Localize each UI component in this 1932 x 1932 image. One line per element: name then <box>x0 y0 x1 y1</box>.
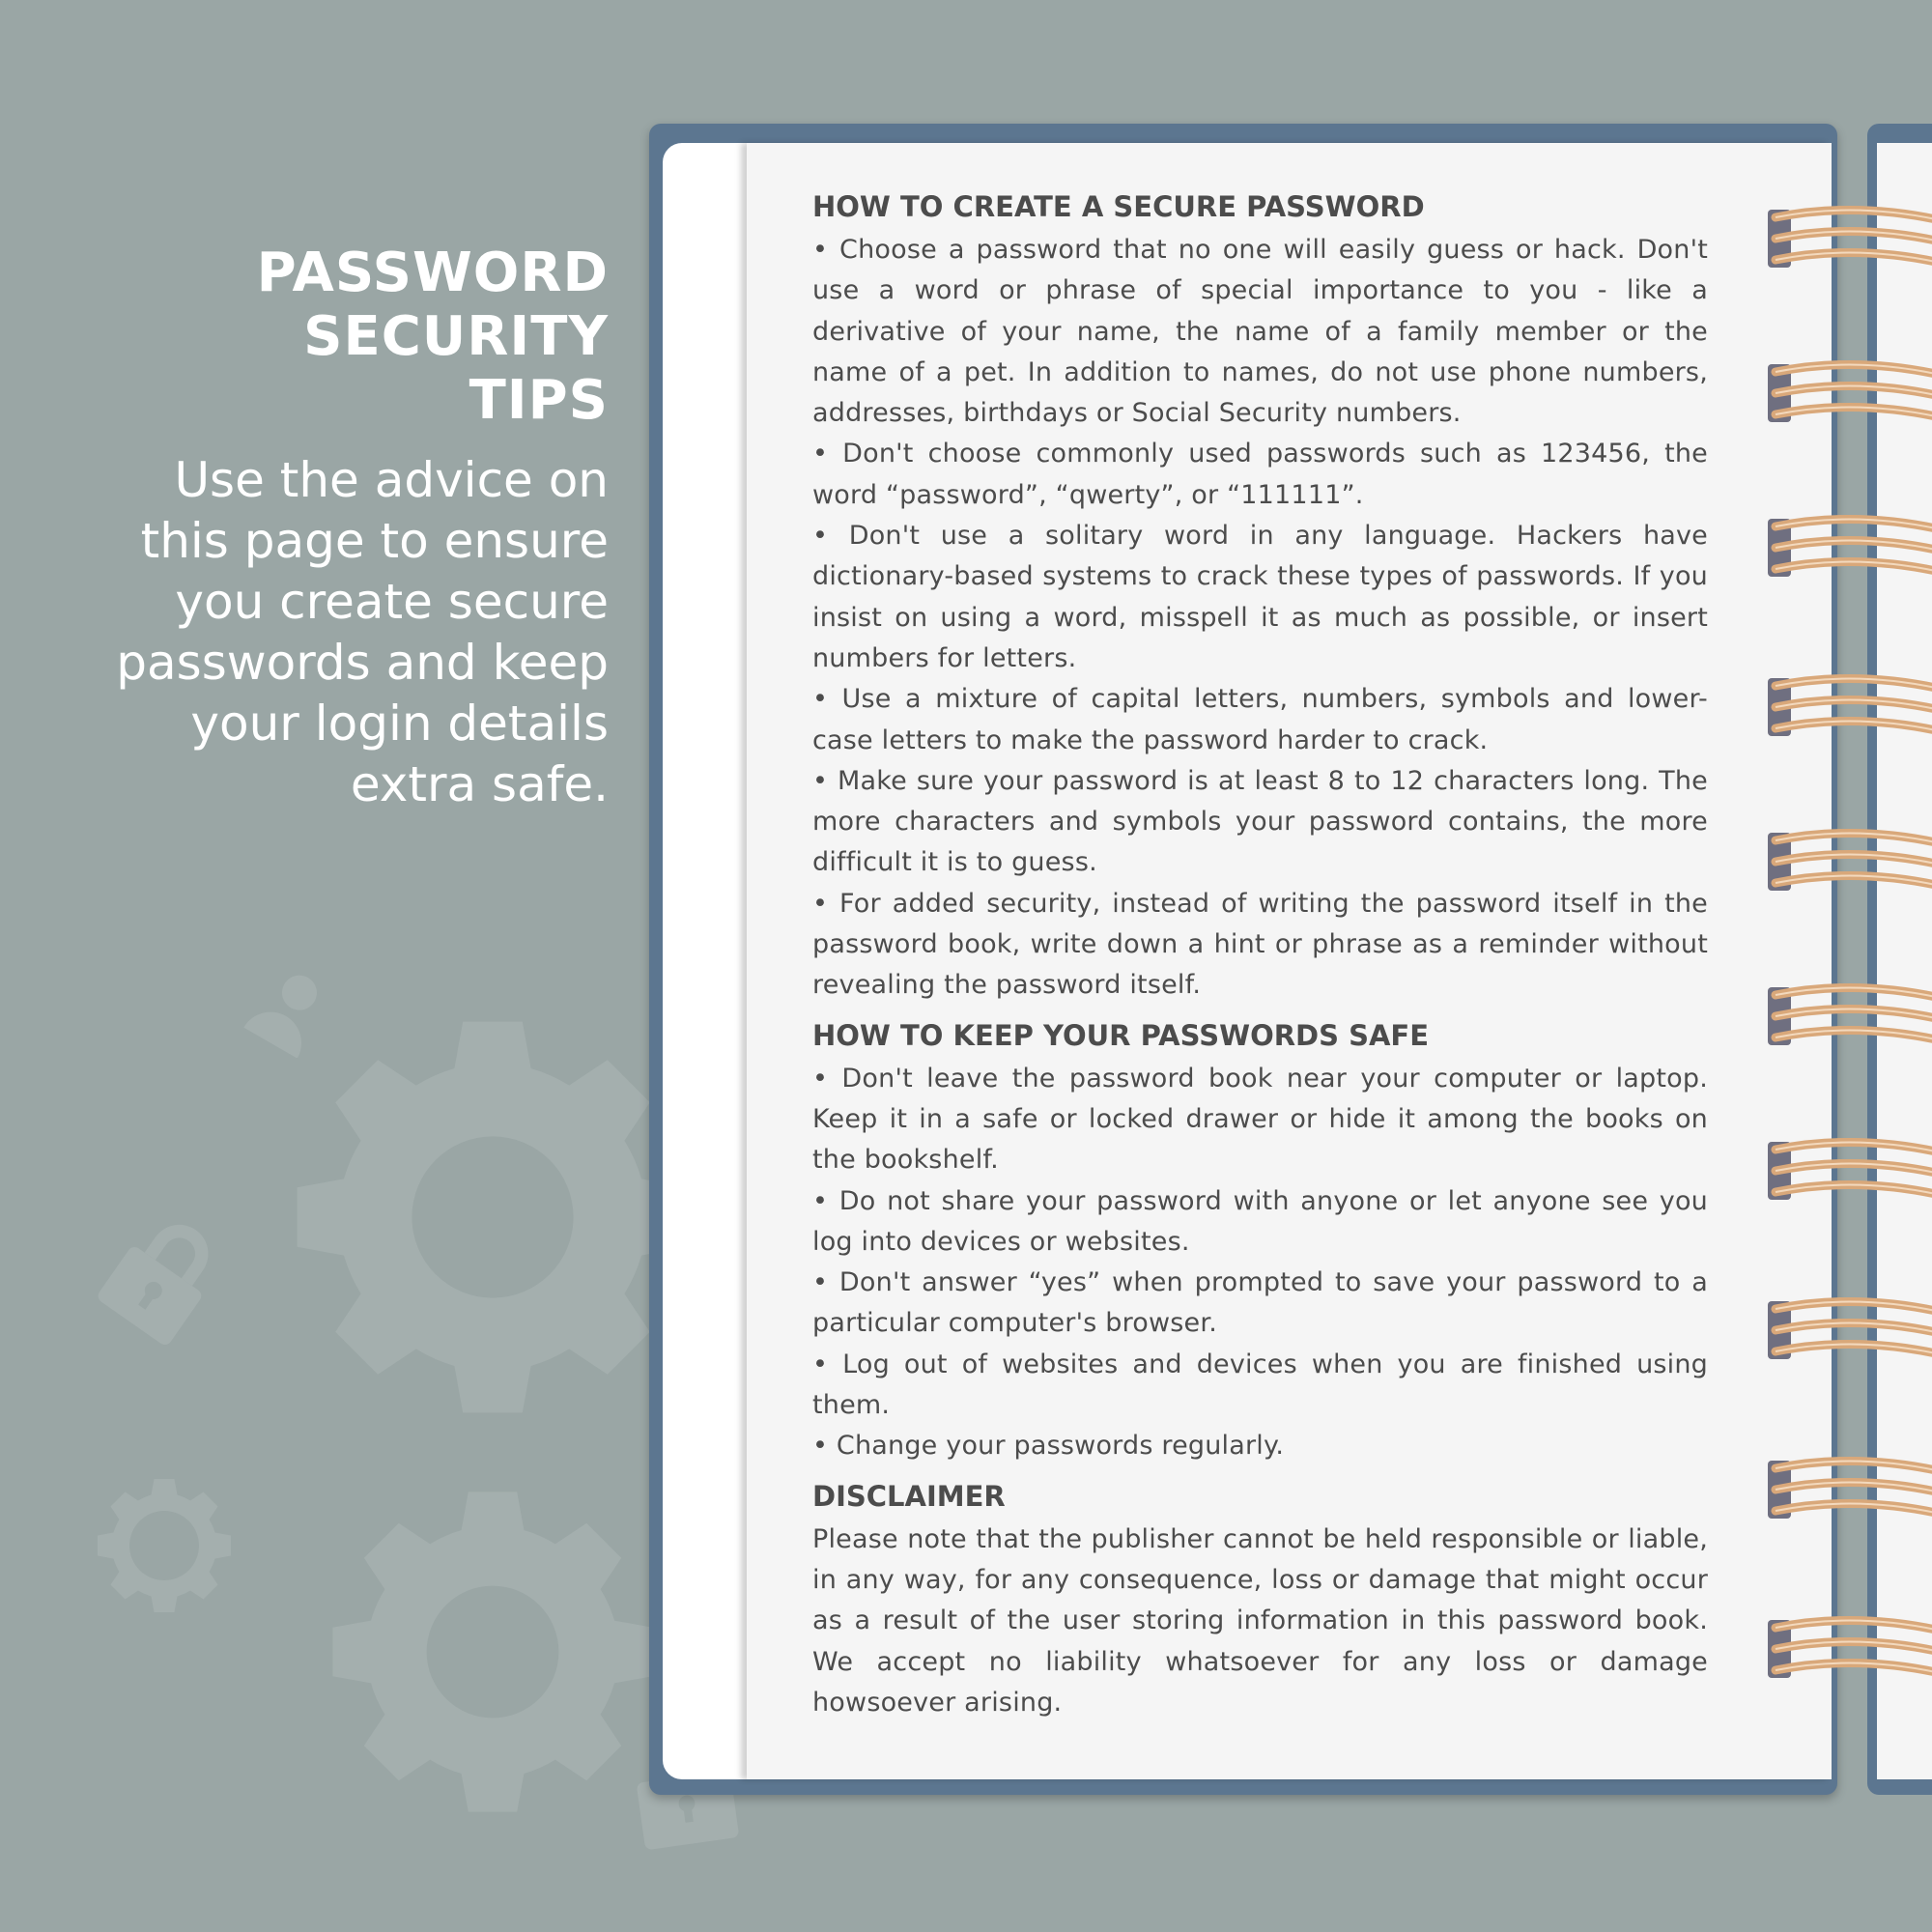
tip-paragraph: • Don't use a solitary word in any language. Hackers have dictionary-based systems to crack these types of passwords. If you insist on using a word, misspell it as much as possible, or insert numbers for letters. <box>812 521 1708 673</box>
spiral-ring <box>1766 667 1932 753</box>
spiral-ring <box>1766 1608 1932 1695</box>
intro-panel <box>39 242 609 815</box>
spiral-ring <box>1766 353 1932 440</box>
spiral-ring <box>1766 1449 1932 1536</box>
medium-gear-icon <box>319 1478 667 1826</box>
spiral-ring <box>1766 198 1932 285</box>
user-icon <box>242 961 338 1058</box>
tip-paragraph: • Use a mixture of capital letters, numbers, symbols and lower-case letters to make the password harder to crack. <box>812 684 1708 755</box>
tip-paragraph: • Don't choose commonly used passwords such as 123456, the word “password”, “qwerty”, or “111111”. <box>812 439 1708 510</box>
intro-text <box>39 450 609 815</box>
small-gear-icon <box>92 1473 237 1618</box>
spiral-ring <box>1766 1130 1932 1217</box>
large-gear-icon <box>280 1005 705 1430</box>
intro-line-5: your login details <box>190 696 609 752</box>
spiral-ring <box>1766 976 1932 1063</box>
tip-paragraph: • Don't answer “yes” when prompted to save your password to a particular computer's browser. <box>812 1267 1708 1339</box>
page-content <box>812 184 1708 1723</box>
spiral-ring <box>1766 507 1932 594</box>
tip-paragraph: • Do not share your password with anyone or let anyone see you log into devices or websites. <box>812 1185 1708 1257</box>
tip-paragraph: • For added security, instead of writing the password itself in the password book, write down a hint or phrase as a reminder without revealing the password itself. <box>812 888 1708 1001</box>
intro-line-1: Use the advice on <box>174 452 609 508</box>
tip-paragraph: • Log out of websites and devices when you are finished using them. <box>812 1349 1708 1421</box>
tip-paragraph: • Don't leave the password book near your computer or laptop. Keep it in a safe or locked drawer or hide it among the books on the bookshelf. <box>812 1063 1708 1176</box>
tip-paragraph: • Choose a password that no one will easily guess or hack. Don't use a word or phrase of special importance to you - like a derivative of your name, the name of a family member or the name of a pet. In addition to names, do not use phone numbers, addresses, birthdays or Social Security numbers. <box>812 235 1708 429</box>
heading-line-1: PASSWORD <box>256 242 609 304</box>
tip-paragraph: • Change your passwords regularly. <box>812 1431 1285 1462</box>
section-title-keep-safe: HOW TO KEEP YOUR PASSWORDS SAFE <box>812 1018 1430 1052</box>
heading-line-3: TIPS <box>469 369 609 432</box>
page-heading <box>39 242 609 433</box>
heading-line-2: SECURITY <box>303 305 609 368</box>
intro-line-6: extra safe. <box>350 756 609 812</box>
section-title-create: HOW TO CREATE A SECURE PASSWORD <box>812 190 1425 223</box>
intro-line-2: this page to ensure <box>140 513 609 569</box>
spiral-ring <box>1766 1290 1932 1377</box>
intro-line-3: you create secure <box>175 574 609 630</box>
notebook-page <box>747 143 1832 1779</box>
tip-paragraph: • Make sure your password is at least 8 to 12 characters long. The more characters and symbols your password contains, the more difficult it is to guess. <box>812 765 1708 878</box>
intro-line-4: passwords and keep <box>116 635 609 691</box>
section-title-disclaimer: DISCLAIMER <box>812 1479 1006 1513</box>
spiral-ring <box>1766 821 1932 908</box>
disclaimer-paragraph: Please note that the publisher cannot be held responsible or liable, in any way, for any consequence, loss or damage that might occur as a result of the user storing information in this password book. We accept no liability whatsoever for any loss or damage howsoever arising. <box>812 1523 1708 1718</box>
padlock-icon <box>92 1203 237 1348</box>
